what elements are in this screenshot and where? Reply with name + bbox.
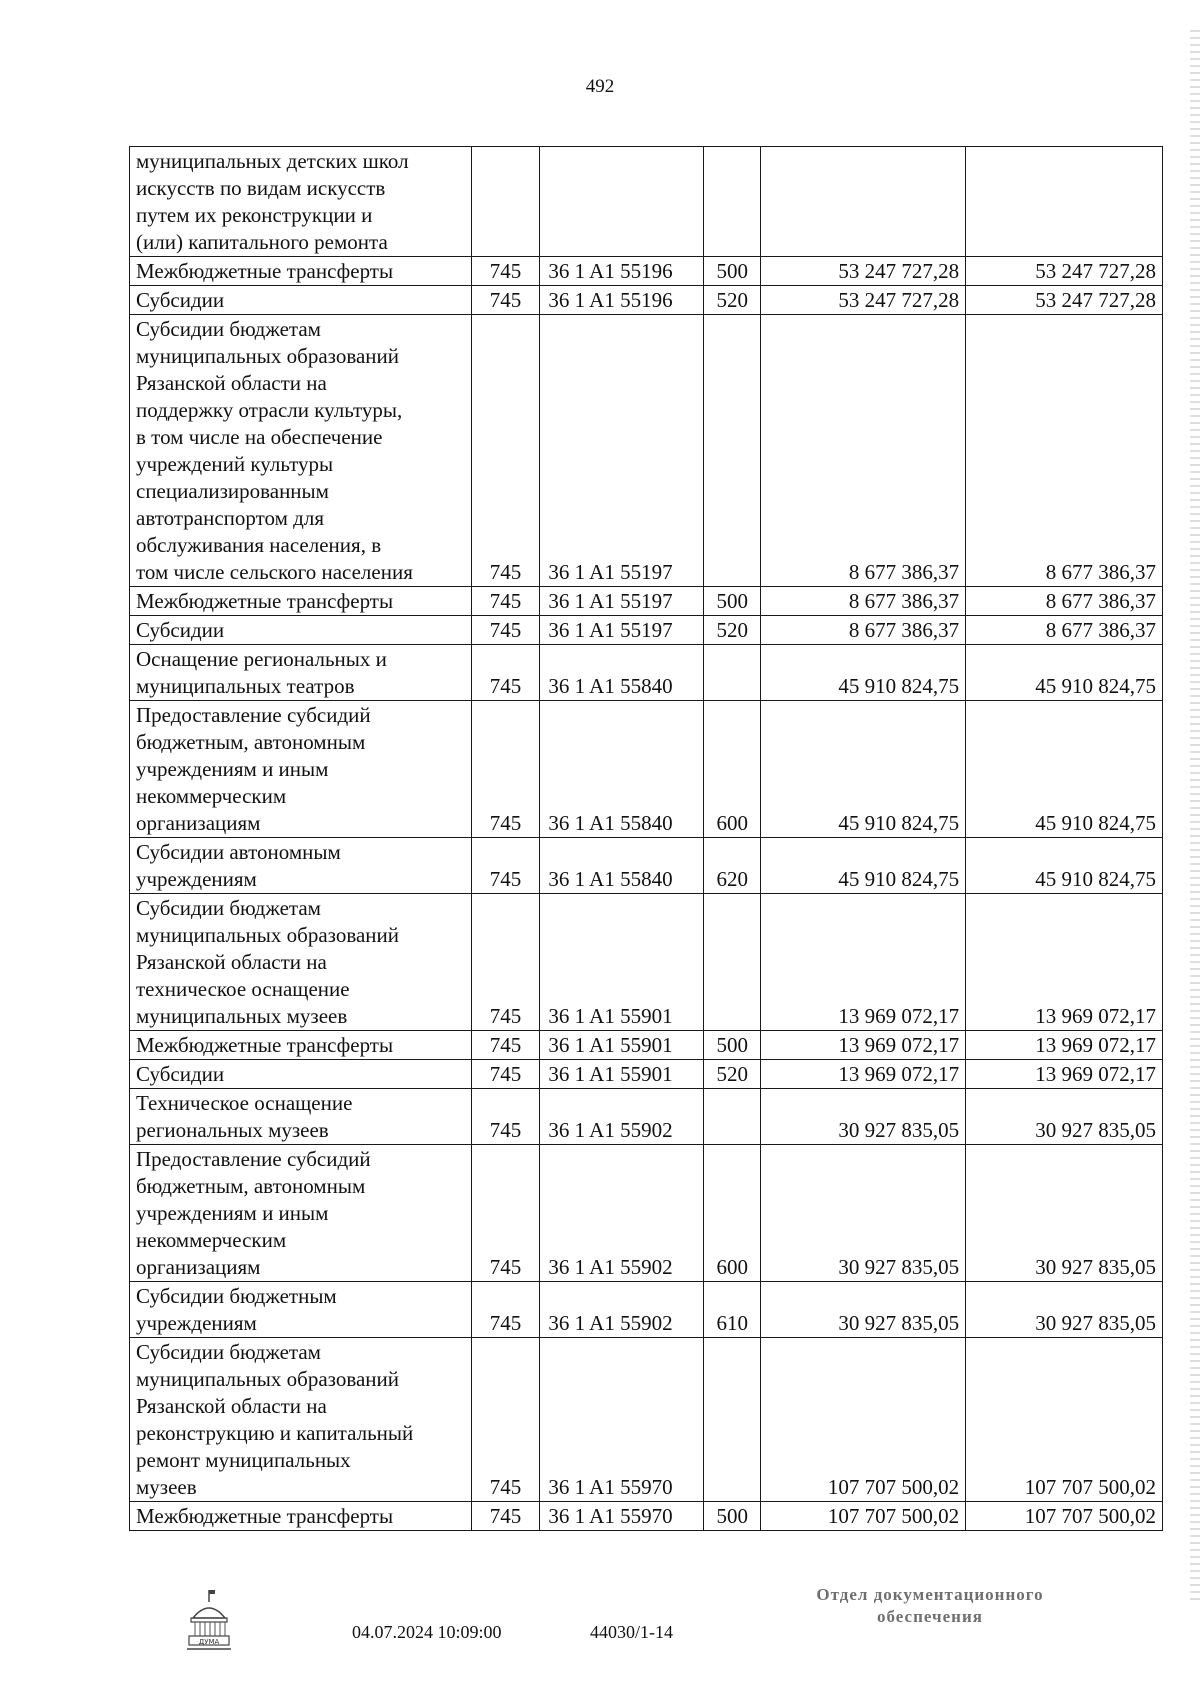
expense-type-cell: 520 [703, 616, 761, 645]
amount-1-cell: 30 927 835,05 [761, 1089, 966, 1145]
amount-1-cell: 13 969 072,17 [761, 1060, 966, 1089]
expense-type-cell: 500 [703, 257, 761, 286]
row-name-line: Межбюджетные трансферты [136, 589, 394, 613]
footer-datetime: 04.07.2024 10:09:00 [352, 1622, 502, 1642]
row-name-cell [130, 315, 472, 587]
row-name-line: поддержку отрасли культуры, [136, 398, 403, 422]
expense-type-cell: 600 [703, 1145, 761, 1282]
amount-2-cell: 8 677 386,37 [966, 587, 1163, 616]
admin-code-cell: 745 [471, 1282, 540, 1338]
expense-type-cell: 600 [703, 701, 761, 838]
row-name-line: автотранспортом для [136, 506, 324, 530]
admin-code-cell: 745 [471, 894, 540, 1031]
table-row [130, 1031, 1163, 1060]
row-name-cell [130, 286, 472, 315]
row-name-cell [130, 1145, 472, 1282]
expense-type-cell [703, 147, 761, 257]
row-name-line: специализированным [136, 479, 329, 503]
row-name-line: учреждениям [136, 867, 257, 891]
target-article-cell: 36 1 A1 55901 [540, 1031, 704, 1060]
row-name-cell [130, 1338, 472, 1502]
table-row [130, 894, 1163, 1031]
table-row [130, 1282, 1163, 1338]
expense-type-cell: 610 [703, 1282, 761, 1338]
target-article-cell: 36 1 A1 55840 [540, 645, 704, 701]
row-name-line: Субсидии бюджетам [136, 1340, 321, 1364]
row-name-line: учреждениям и иным [136, 757, 329, 781]
row-name-line: Предоставление субсидий [136, 703, 371, 727]
table-row [130, 257, 1163, 286]
row-name-cell [130, 838, 472, 894]
row-name-cell [130, 616, 472, 645]
row-name-cell [130, 1031, 472, 1060]
row-name-cell [130, 645, 472, 701]
scan-edge-strip [1190, 30, 1200, 1600]
row-name-line: Предоставление субсидий [136, 1147, 371, 1171]
row-name-line: реконструкцию и капитальный [136, 1421, 414, 1445]
amount-1-cell: 45 910 824,75 [761, 645, 966, 701]
admin-code-cell: 745 [471, 1031, 540, 1060]
row-name-line: Субсидии [136, 1062, 225, 1086]
row-name-line: некоммерческим [136, 784, 287, 808]
table-row [130, 1060, 1163, 1089]
target-article-cell: 36 1 A1 55840 [540, 838, 704, 894]
row-name-line: Межбюджетные трансферты [136, 1504, 394, 1528]
footer-doc-number: 44030/1-14 [590, 1622, 673, 1642]
row-name-line: Межбюджетные трансферты [136, 1033, 394, 1057]
row-name-line: Субсидии бюджетным [136, 1284, 337, 1308]
page-number: 492 [585, 76, 615, 97]
target-article-cell: 36 1 A1 55197 [540, 315, 704, 587]
target-article-cell: 36 1 A1 55902 [540, 1145, 704, 1282]
row-name-line: том числе сельского населения [136, 560, 413, 584]
table-row [130, 286, 1163, 315]
expense-type-cell: 520 [703, 1060, 761, 1089]
target-article-cell: 36 1 A1 55196 [540, 257, 704, 286]
row-name-line: Оснащение региональных и [136, 647, 387, 671]
row-name-line: Рязанской области на [136, 950, 327, 974]
row-name-cell [130, 147, 472, 257]
row-name-line: Межбюджетные трансферты [136, 259, 394, 283]
target-article-cell: 36 1 A1 55902 [540, 1089, 704, 1145]
row-name-line: Рязанской области на [136, 371, 327, 395]
target-article-cell: 36 1 A1 55901 [540, 894, 704, 1031]
row-name-line: некоммерческим [136, 1228, 287, 1252]
amount-2-cell: 107 707 500,02 [966, 1502, 1163, 1531]
row-name-line: организациям [136, 811, 261, 835]
admin-code-cell: 745 [471, 1502, 540, 1531]
table-row [130, 147, 1163, 257]
row-name-cell [130, 257, 472, 286]
duma-logo-icon [185, 1588, 233, 1652]
expense-type-cell: 620 [703, 838, 761, 894]
admin-code-cell: 745 [471, 838, 540, 894]
amount-2-cell [966, 147, 1163, 257]
expense-type-cell: 500 [703, 587, 761, 616]
amount-2-cell: 8 677 386,37 [966, 315, 1163, 587]
row-name-line: искусств по видам искусств [136, 176, 386, 200]
amount-1-cell: 53 247 727,28 [761, 286, 966, 315]
amount-1-cell: 30 927 835,05 [761, 1282, 966, 1338]
row-name-cell [130, 587, 472, 616]
row-name-line: Техническое оснащение [136, 1091, 353, 1115]
target-article-cell: 36 1 A1 55970 [540, 1502, 704, 1531]
row-name-line: учреждений культуры [136, 452, 334, 476]
row-name-cell [130, 1502, 472, 1531]
row-name-cell [130, 701, 472, 838]
budget-table [129, 146, 1163, 1531]
expense-type-cell: 520 [703, 286, 761, 315]
admin-code-cell: 745 [471, 257, 540, 286]
row-name-cell [130, 1282, 472, 1338]
row-name-cell [130, 1089, 472, 1145]
amount-2-cell: 53 247 727,28 [966, 286, 1163, 315]
admin-code-cell: 745 [471, 286, 540, 315]
target-article-cell [540, 147, 704, 257]
row-name-line: Субсидии [136, 288, 225, 312]
target-article-cell: 36 1 A1 55840 [540, 701, 704, 838]
expense-type-cell [703, 315, 761, 587]
amount-1-cell [761, 147, 966, 257]
row-name-line: муниципальных музеев [136, 1004, 348, 1028]
expense-type-cell [703, 1338, 761, 1502]
amount-2-cell: 53 247 727,28 [966, 257, 1163, 286]
target-article-cell: 36 1 A1 55196 [540, 286, 704, 315]
stamp-line-2: обеспечения [877, 1607, 983, 1626]
table-row [130, 701, 1163, 838]
amount-1-cell: 53 247 727,28 [761, 257, 966, 286]
amount-2-cell: 30 927 835,05 [966, 1089, 1163, 1145]
admin-code-cell: 745 [471, 1145, 540, 1282]
admin-code-cell: 745 [471, 587, 540, 616]
row-name-line: организациям [136, 1255, 261, 1279]
row-name-line: бюджетным, автономным [136, 730, 366, 754]
row-name-line: муниципальных детских школ [136, 149, 409, 173]
row-name-line: региональных музеев [136, 1118, 329, 1142]
admin-code-cell: 745 [471, 1060, 540, 1089]
row-name-line: бюджетным, автономным [136, 1174, 366, 1198]
amount-2-cell: 45 910 824,75 [966, 645, 1163, 701]
row-name-line: учреждениям и иным [136, 1201, 329, 1225]
logo-text: ДУМА [198, 1638, 220, 1646]
amount-2-cell: 13 969 072,17 [966, 1060, 1163, 1089]
row-name-line: учреждениям [136, 1311, 257, 1335]
table-body [130, 147, 1163, 1531]
amount-2-cell: 30 927 835,05 [966, 1145, 1163, 1282]
row-name-cell [130, 894, 472, 1031]
target-article-cell: 36 1 A1 55197 [540, 616, 704, 645]
amount-2-cell: 30 927 835,05 [966, 1282, 1163, 1338]
table-row [130, 1089, 1163, 1145]
expense-type-cell: 500 [703, 1502, 761, 1531]
table-row [130, 645, 1163, 701]
amount-2-cell: 13 969 072,17 [966, 1031, 1163, 1060]
amount-2-cell: 45 910 824,75 [966, 838, 1163, 894]
target-article-cell: 36 1 A1 55902 [540, 1282, 704, 1338]
table-row [130, 1145, 1163, 1282]
department-stamp [780, 1584, 1080, 1628]
table-row [130, 616, 1163, 645]
row-name-cell [130, 1060, 472, 1089]
admin-code-cell: 745 [471, 1089, 540, 1145]
amount-2-cell: 13 969 072,17 [966, 894, 1163, 1031]
table-row [130, 838, 1163, 894]
row-name-line: (или) капитального ремонта [136, 230, 388, 254]
expense-type-cell [703, 1089, 761, 1145]
amount-1-cell: 30 927 835,05 [761, 1145, 966, 1282]
amount-1-cell: 45 910 824,75 [761, 838, 966, 894]
admin-code-cell: 745 [471, 1338, 540, 1502]
admin-code-cell: 745 [471, 645, 540, 701]
admin-code-cell: 745 [471, 701, 540, 838]
stamp-line-1: Отдел документационного [816, 1585, 1044, 1604]
row-name-line: музеев [136, 1475, 197, 1499]
amount-1-cell: 107 707 500,02 [761, 1338, 966, 1502]
row-name-line: муниципальных образований [136, 923, 399, 947]
row-name-line: Субсидии бюджетам [136, 317, 321, 341]
amount-1-cell: 13 969 072,17 [761, 894, 966, 1031]
amount-2-cell: 107 707 500,02 [966, 1338, 1163, 1502]
row-name-line: ремонт муниципальных [136, 1448, 351, 1472]
row-name-line: Субсидии бюджетам [136, 896, 321, 920]
expense-type-cell: 500 [703, 1031, 761, 1060]
target-article-cell: 36 1 A1 55970 [540, 1338, 704, 1502]
admin-code-cell [471, 147, 540, 257]
row-name-line: муниципальных образований [136, 344, 399, 368]
table-row [130, 587, 1163, 616]
amount-1-cell: 8 677 386,37 [761, 315, 966, 587]
amount-1-cell: 45 910 824,75 [761, 701, 966, 838]
table-row [130, 1502, 1163, 1531]
row-name-line: Субсидии автономным [136, 840, 341, 864]
table-row [130, 1338, 1163, 1502]
row-name-line: техническое оснащение [136, 977, 350, 1001]
expense-type-cell [703, 645, 761, 701]
row-name-line: обслуживания населения, в [136, 533, 382, 557]
amount-1-cell: 8 677 386,37 [761, 616, 966, 645]
expense-type-cell [703, 894, 761, 1031]
row-name-line: муниципальных образований [136, 1367, 399, 1391]
target-article-cell: 36 1 A1 55197 [540, 587, 704, 616]
amount-1-cell: 107 707 500,02 [761, 1502, 966, 1531]
row-name-line: в том числе на обеспечение [136, 425, 383, 449]
amount-1-cell: 8 677 386,37 [761, 587, 966, 616]
admin-code-cell: 745 [471, 315, 540, 587]
amount-1-cell: 13 969 072,17 [761, 1031, 966, 1060]
row-name-line: муниципальных театров [136, 674, 355, 698]
table-row [130, 315, 1163, 587]
amount-2-cell: 8 677 386,37 [966, 616, 1163, 645]
row-name-line: Субсидии [136, 618, 225, 642]
amount-2-cell: 45 910 824,75 [966, 701, 1163, 838]
row-name-line: Рязанской области на [136, 1394, 327, 1418]
row-name-line: путем их реконструкции и [136, 203, 373, 227]
admin-code-cell: 745 [471, 616, 540, 645]
target-article-cell: 36 1 A1 55901 [540, 1060, 704, 1089]
